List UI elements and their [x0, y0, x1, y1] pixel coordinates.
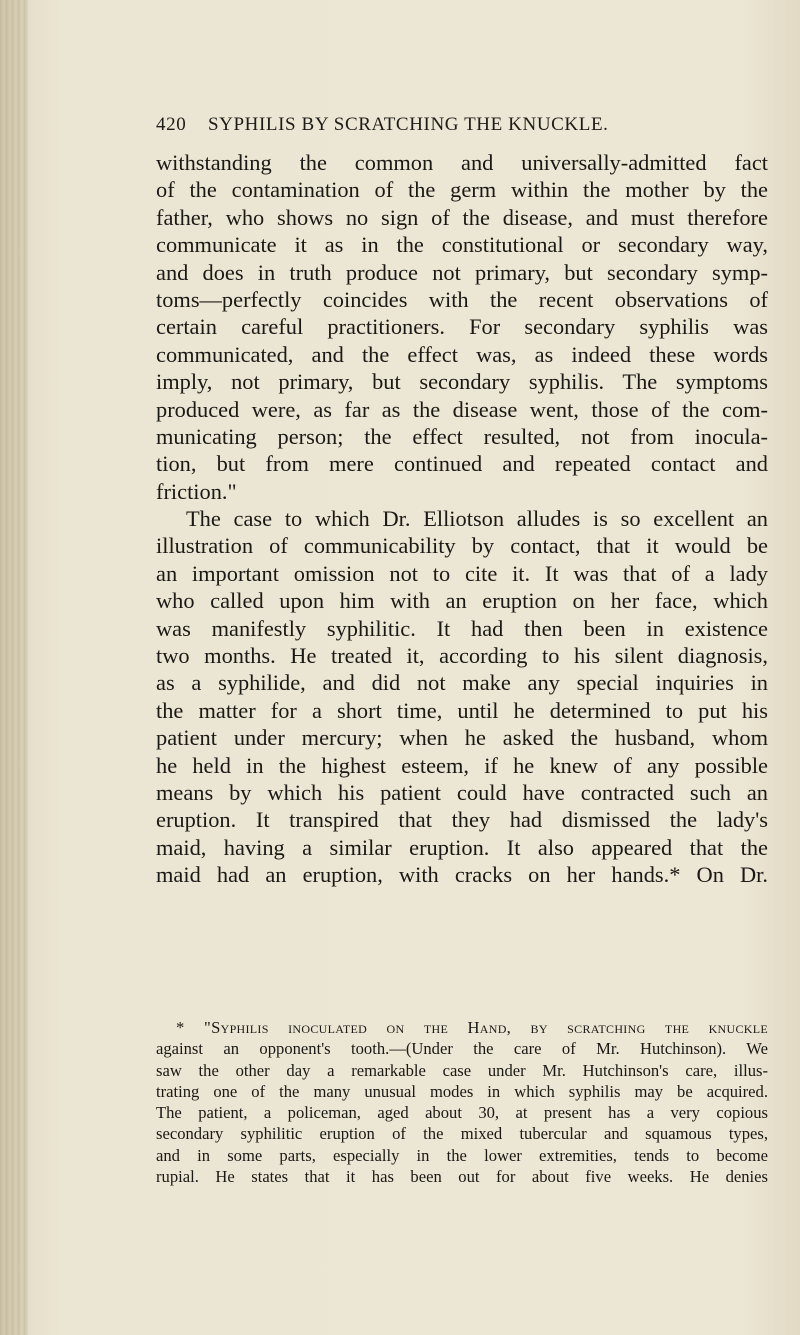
body-line: illustration of communicability by contact, that it would be	[156, 533, 768, 559]
page-number: 420	[156, 114, 187, 135]
body-line: toms—perfectly coincides with the recent observations of	[156, 286, 768, 312]
footnote-line: The patient, a policeman, aged about 30, at present has a very copious	[156, 1103, 768, 1123]
footnote-line: trating one of the many unusual modes in which syphilis may be acquired.	[156, 1081, 768, 1101]
body-line: imply, not primary, but secondary syphilis. The symptoms	[156, 369, 768, 395]
body-line: communicate it as in the constitutional or secondary way,	[156, 232, 768, 258]
body-text	[156, 149, 768, 889]
body-line: produced were, as far as the disease went, those of the com-	[156, 396, 768, 422]
paragraph-first-line: The case to which Dr. Elliotson alludes is so excellent an	[186, 506, 768, 532]
body-line: means by which his patient could have contracted such an	[156, 779, 768, 805]
body-line: of the contamination of the germ within the mother by the	[156, 177, 768, 203]
body-line: tion, but from mere continued and repeated contact and	[156, 451, 768, 477]
footnote-line: and in some parts, especially in the lower extremities, tends to become	[156, 1145, 768, 1165]
body-line: he held in the highest esteem, if he knew of any possible	[156, 752, 768, 778]
footnote-line: saw the other day a remarkable case under Mr. Hutchinson's care, illus-	[156, 1060, 768, 1080]
footnote-line: secondary syphilitic eruption of the mixed tubercular and squamous types,	[156, 1124, 768, 1144]
body-line: certain careful practitioners. For secondary syphilis was	[156, 314, 768, 340]
body-line: two months. He treated it, according to his silent diagnosis,	[156, 643, 768, 669]
body-line: was manifestly syphilitic. It had then been in existence	[156, 615, 768, 641]
body-line: as a syphilide, and did not make any special inquiries in	[156, 670, 768, 696]
footnote-heading-line: * "Syphilis inoculated on the Hand, by scratching the knuckle	[176, 1018, 768, 1037]
body-line: maid, having a similar eruption. It also appeared that the	[156, 834, 768, 860]
body-line: eruption. It transpired that they had dismissed the lady's	[156, 807, 768, 833]
body-line: municating person; the effect resulted, not from inocula-	[156, 423, 768, 449]
body-line: an important omission not to cite it. It was that of a lady	[156, 560, 768, 586]
body-line: patient under mercury; when he asked the husband, whom	[156, 725, 768, 751]
footnote-line: against an opponent's tooth.—(Under the care of Mr. Hutchinson). We	[156, 1039, 768, 1059]
body-line: communicated, and the effect was, as indeed these words	[156, 341, 768, 367]
body-line: the matter for a short time, until he determined to put his	[156, 697, 768, 723]
body-line: who called upon him with an eruption on her face, which	[156, 588, 768, 614]
body-line: father, who shows no sign of the disease, and must therefore	[156, 204, 768, 230]
page-binding-edge	[0, 0, 28, 1335]
running-title: SYPHILIS BY SCRATCHING THE KNUCKLE.	[208, 114, 609, 135]
body-line: and does in truth produce not primary, but secondary symp-	[156, 259, 768, 285]
body-line: withstanding the common and universally-admitted fact	[156, 150, 768, 175]
footnote	[156, 1017, 768, 1187]
running-header	[156, 114, 716, 142]
body-line: friction."	[156, 478, 237, 504]
footnote-line: rupial. He states that it has been out for about five weeks. He denies	[156, 1167, 768, 1187]
body-line: maid had an eruption, with cracks on her hands.* On Dr.	[156, 862, 768, 888]
